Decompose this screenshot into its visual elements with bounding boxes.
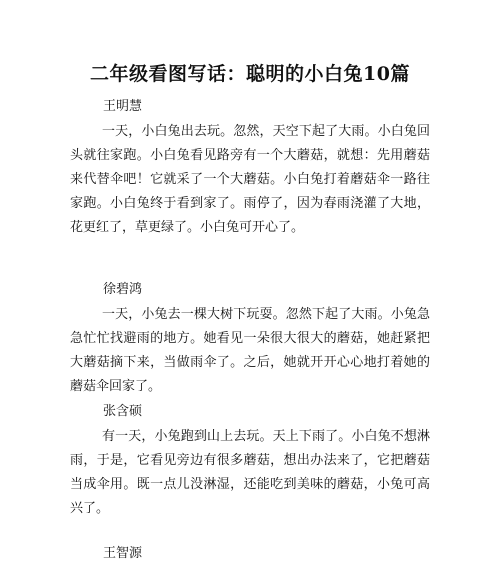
entry-author: 张含硕: [103, 404, 143, 419]
entry-paragraph: 有一天，小兔跑到山上去玩。天上下雨了。小白兔不想淋雨，于是，它看见旁边有很多蘑菇，想出办法来了，它把蘑菇当成伞用。既一点儿没淋湿，还能吃到美味的蘑菇，小兔可高兴了。: [70, 429, 430, 516]
entry-author: 徐碧鸿: [103, 282, 143, 297]
document-title: 二年级看图写话：聪明的小白兔10篇: [90, 63, 410, 85]
entry-author: 王智源: [103, 546, 143, 561]
entry-author: 王明慧: [103, 99, 143, 114]
entry-paragraph: 一天，小兔去一棵大树下玩耍。忽然下起了大雨。小兔急急忙忙找避雨的地方。她看见一朵很大很大的蘑菇，她赶紧把大蘑菇摘下来，当做雨伞了。之后，她就开开心心地打着她的蘑菇伞回家了。: [70, 307, 430, 394]
entry-paragraph: 一天，小白兔出去玩。忽然，天空下起了大雨。小白兔回头就往家跑。小白兔看见路旁有一个大蘑菇，就想：先用蘑菇来代替伞吧！它就采了一个大蘑菇。小白兔打着蘑菇伞一路往家跑。小白兔终于看到家了。雨停了，因为春雨浇灌了大地，花更红了，草更绿了。小白兔可开心了。: [70, 124, 430, 235]
